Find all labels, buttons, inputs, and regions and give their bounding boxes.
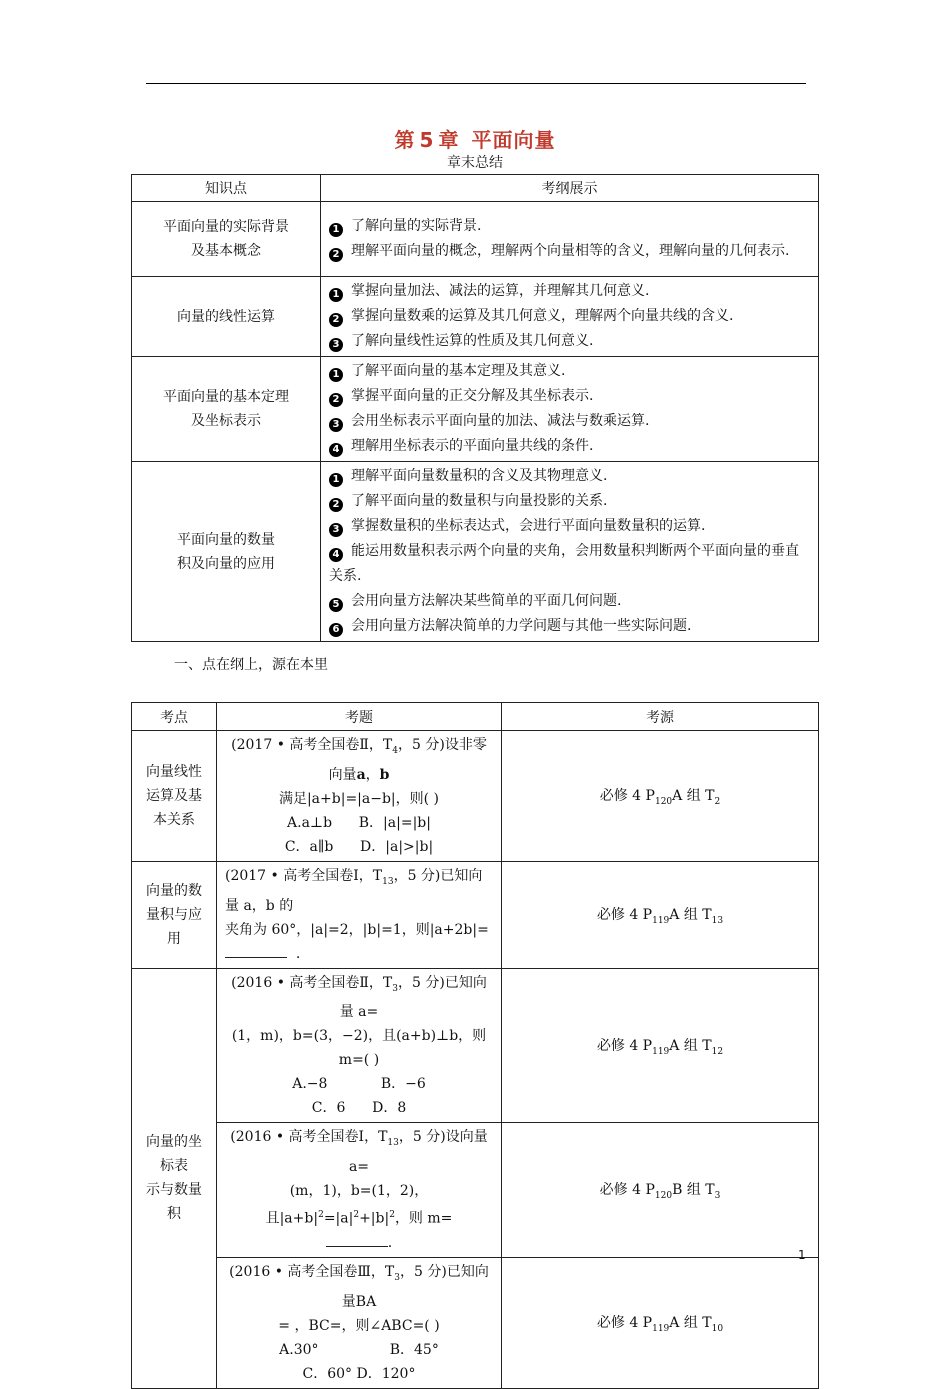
src-mid: A 组 T <box>672 788 715 804</box>
title-chapter: 第 <box>394 128 416 152</box>
item-text: 了解向量线性运算的性质及其几何意义. <box>351 333 594 349</box>
page-number: 1 <box>798 1248 806 1262</box>
point-line: 本关系 <box>153 811 195 828</box>
table-row <box>132 861 819 968</box>
src-sub: 119 <box>652 1323 670 1334</box>
question-line <box>225 864 493 918</box>
point-line: 标表 <box>160 1158 188 1175</box>
src-pre: 必修 4 P <box>596 1037 653 1054</box>
q-source: (2017 • 高考全国卷Ⅰ，T <box>225 867 383 884</box>
table-row <box>132 1123 819 1257</box>
list-item <box>329 589 810 614</box>
src-sub: 2 <box>714 796 721 807</box>
option-a: A.30° <box>279 1341 319 1358</box>
syllabus-items-cell <box>321 277 819 357</box>
list-item <box>329 464 810 489</box>
q-source-sub: 13 <box>387 1138 399 1149</box>
item-text: 掌握数量积的坐标表达式，会进行平面向量数量积的运算. <box>351 518 706 534</box>
period: . <box>387 1234 393 1251</box>
point-line: 量积与应 <box>146 906 202 923</box>
numbered-bullet-icon: 2 <box>329 498 343 512</box>
src-pre: 必修 4 P <box>596 906 653 923</box>
list-item <box>329 614 810 639</box>
list-item <box>329 539 810 589</box>
src-sub: 120 <box>654 796 673 807</box>
numbered-bullet-icon: 1 <box>329 223 343 237</box>
src-sub: 119 <box>652 1046 670 1057</box>
src-sub: 12 <box>711 1046 724 1057</box>
options-line <box>225 811 493 835</box>
options-line <box>225 1338 493 1362</box>
question-cell <box>217 968 502 1123</box>
table-row <box>132 277 819 357</box>
point-line: 向量的数 <box>146 882 202 899</box>
question-cell <box>217 1123 502 1257</box>
point-line: 积 <box>167 1206 181 1223</box>
numbered-bullet-icon: 1 <box>329 368 343 382</box>
src-pre: 必修 4 P <box>599 788 655 804</box>
options-line <box>225 1072 493 1096</box>
src-mid: A 组 T <box>669 1037 712 1054</box>
src-sub: 10 <box>711 1323 724 1334</box>
numbered-bullet-icon: 5 <box>329 598 343 612</box>
subtitle: 章末总结 <box>447 155 503 171</box>
option-d: D．8 <box>372 1100 407 1117</box>
option-c: C．60° <box>302 1365 353 1382</box>
exam-point-cell <box>132 968 217 1388</box>
option-c: C．a∥b <box>284 838 334 855</box>
question-line <box>225 1260 493 1314</box>
point-line: 示与数量 <box>146 1182 202 1199</box>
item-text: 了解平面向量的数量积与向量投影的关系. <box>351 493 608 509</box>
src-pre: 必修 4 P <box>599 1182 655 1199</box>
src-sub: 120 <box>654 1191 673 1202</box>
src-sub: 3 <box>714 1191 721 1202</box>
q-source: (2017 • 高考全国卷Ⅱ，T <box>231 737 393 753</box>
q-text: =|a| <box>323 1210 354 1227</box>
option-d: D．120° <box>356 1365 416 1382</box>
question-line <box>225 971 493 1025</box>
q-sup: 2 <box>389 1210 395 1221</box>
numbered-bullet-icon: 2 <box>329 393 343 407</box>
numbered-bullet-icon: 2 <box>329 248 343 262</box>
item-text: 理解用坐标表示的平面向量共线的条件. <box>351 438 594 454</box>
option-c: C．6 <box>311 1100 346 1117</box>
table-row <box>132 968 819 1123</box>
period: . <box>295 945 301 962</box>
q-source-post: ，5 分)已知向量 a= <box>339 974 487 1021</box>
question-line <box>225 1231 493 1255</box>
option-b: B．45° <box>389 1341 439 1358</box>
knowledge-point-cell <box>132 357 321 462</box>
list-item <box>329 329 810 354</box>
point-line: 向量的坐 <box>146 1134 202 1151</box>
table-row <box>132 1257 819 1388</box>
q-sup: 2 <box>318 1210 324 1221</box>
header-syllabus: 考纲展示 <box>321 175 819 202</box>
numbered-bullet-icon: 3 <box>329 523 343 537</box>
question-cell <box>217 861 502 968</box>
title-name: 平面向量 <box>471 128 556 152</box>
exam-source-table <box>131 702 819 1389</box>
option-d: D．|a|>|b| <box>360 838 434 855</box>
point-line: 平面向量的数量 <box>177 531 275 548</box>
item-text: 能运用数量积表示两个向量的夹角，会用数量积判断两个平面向量的垂直关系. <box>329 543 799 584</box>
section-heading: 一、点在纲上，源在本里 <box>174 657 328 673</box>
src-sub: 13 <box>711 915 724 926</box>
question-line: = ，BC=，则∠ABC=( ) <box>278 1317 440 1334</box>
q-source-sub: 3 <box>392 983 398 994</box>
list-item <box>329 279 810 304</box>
table-row <box>132 202 819 277</box>
list-item <box>329 239 810 264</box>
source-cell <box>502 861 819 968</box>
source-cell <box>502 731 819 862</box>
list-item <box>329 359 810 384</box>
options-line <box>225 1096 493 1120</box>
options-line <box>225 1362 493 1386</box>
table-row <box>132 731 819 862</box>
question-line: 满足|a+b|=|a−b|，则( ) <box>278 790 440 807</box>
vector-a: a <box>356 766 366 783</box>
numbered-bullet-icon: 4 <box>329 548 343 562</box>
list-item <box>329 304 810 329</box>
item-text: 了解平面向量的基本定理及其意义. <box>351 363 566 379</box>
option-b: B．|a|=|b| <box>358 814 431 831</box>
header-knowledge-point: 知识点 <box>132 175 321 202</box>
point-line: 运算及基 <box>146 787 202 804</box>
src-mid: A 组 T <box>669 1314 712 1331</box>
q-source: (2016 • 高考全国卷Ⅲ，T <box>229 1263 395 1280</box>
option-a: A.a⊥b <box>287 814 333 831</box>
item-text: 会用坐标表示平面向量的加法、减法与数乘运算. <box>351 413 650 429</box>
knowledge-point-cell <box>132 462 321 642</box>
answer-blank <box>326 1232 388 1247</box>
point-line: 及坐标表示 <box>191 413 261 429</box>
table-row <box>132 462 819 642</box>
options-line <box>225 835 493 859</box>
question-line <box>225 1179 493 1231</box>
src-pre: 必修 4 P <box>596 1314 653 1331</box>
item-text: 会用向量方法解决某些简单的平面几何问题. <box>351 593 622 609</box>
title-chapter-word: 章 <box>438 128 460 152</box>
point-line: 用 <box>167 930 181 947</box>
exam-point-cell <box>132 861 217 968</box>
src-mid: A 组 T <box>669 906 712 923</box>
q-source-sub: 3 <box>394 1272 400 1283</box>
item-text: 理解平面向量数量积的含义及其物理意义. <box>351 468 608 484</box>
item-text: 了解向量的实际背景. <box>351 218 482 234</box>
question-line <box>225 942 493 966</box>
question-line <box>225 1125 493 1179</box>
item-text: 掌握向量数乘的运算及其几何意义，理解两个向量共线的含义. <box>351 308 734 324</box>
header-rule <box>146 83 806 84</box>
chapter-title <box>0 124 950 153</box>
q-text: ，则 m= <box>394 1210 453 1227</box>
q-source: (2016 • 高考全国卷Ⅱ，T <box>231 974 393 991</box>
src-sub: 119 <box>652 915 670 926</box>
exam-point-cell <box>132 731 217 862</box>
numbered-bullet-icon: 6 <box>329 623 343 637</box>
table-row <box>132 357 819 462</box>
list-item <box>329 384 810 409</box>
header-exam-question: 考题 <box>217 703 502 731</box>
syllabus-items-cell <box>321 202 819 277</box>
item-text: 会用向量方法解决简单的力学问题与其他一些实际问题. <box>351 618 692 634</box>
item-text: 理解平面向量的概念，理解两个向量相等的含义，理解向量的几何表示. <box>351 243 790 259</box>
numbered-bullet-icon: 2 <box>329 313 343 327</box>
question-cell <box>217 731 502 862</box>
q-text: (m，1)，b=(1，2)，且|a+b| <box>265 1183 429 1227</box>
list-item <box>329 514 810 539</box>
numbered-bullet-icon: 1 <box>329 288 343 302</box>
list-item <box>329 214 810 239</box>
header-exam-point: 考点 <box>132 703 217 731</box>
numbered-bullet-icon: 1 <box>329 473 343 487</box>
point-line: 及基本概念 <box>191 243 261 259</box>
numbered-bullet-icon: 3 <box>329 338 343 352</box>
table-header-row <box>132 703 819 731</box>
question-line: (1，m)，b=(3，−2)，且(a+b)⊥b，则 m=( ) <box>231 1028 487 1069</box>
point-line: 向量线性 <box>146 763 202 780</box>
header-exam-source: 考源 <box>502 703 819 731</box>
option-a: A.−8 <box>292 1076 328 1093</box>
title-number: 5 <box>419 128 435 152</box>
point-line: 向量的线性运算 <box>177 308 275 325</box>
question-cell <box>217 1257 502 1388</box>
answer-blank <box>225 943 287 958</box>
list-item <box>329 434 810 459</box>
table-header-row <box>132 175 819 202</box>
question-line: 夹角为 60°，|a|=2，|b|=1，则|a+2b|= <box>225 921 489 938</box>
q-source: (2016 • 高考全国卷Ⅰ，T <box>230 1129 388 1146</box>
syllabus-items-cell <box>321 462 819 642</box>
q-sup: 2 <box>353 1210 360 1221</box>
q-source-sub: 13 <box>382 876 394 887</box>
q-source-post: ，5 分)已知向量BA <box>341 1263 489 1310</box>
knowledge-point-cell <box>132 202 321 277</box>
numbered-bullet-icon: 4 <box>329 443 343 457</box>
point-line: 平面向量的基本定理 <box>163 389 289 405</box>
source-cell <box>502 1123 819 1257</box>
q-text: +|b| <box>359 1210 390 1227</box>
item-text: 掌握向量加法、减法的运算，并理解其几何意义. <box>351 283 650 299</box>
source-cell <box>502 968 819 1123</box>
knowledge-point-cell <box>132 277 321 357</box>
list-item <box>329 489 810 514</box>
q-source-post: ，5 分)设非零向量 <box>328 737 487 783</box>
numbered-bullet-icon: 3 <box>329 418 343 432</box>
source-cell <box>502 1257 819 1388</box>
q-source-sub: 4 <box>392 745 398 756</box>
point-line: 积及向量的应用 <box>177 555 275 572</box>
vector-b: b <box>379 766 390 783</box>
question-line: (2017 • 高考全国卷Ⅱ，$T_4$，5 分)设非零向量a，b <box>231 737 487 783</box>
src-mid: B 组 T <box>672 1182 715 1199</box>
syllabus-table <box>131 174 819 642</box>
option-b: B．−6 <box>380 1076 426 1093</box>
syllabus-items-cell <box>321 357 819 462</box>
item-text: 掌握平面向量的正交分解及其坐标表示. <box>351 388 594 404</box>
q-source-post: ，5 分)已知向量 a，b 的 <box>225 867 483 914</box>
list-item <box>329 409 810 434</box>
point-line: 平面向量的实际背景 <box>163 219 289 235</box>
q-source-post: ，5 分)设向量 a= <box>348 1129 488 1176</box>
